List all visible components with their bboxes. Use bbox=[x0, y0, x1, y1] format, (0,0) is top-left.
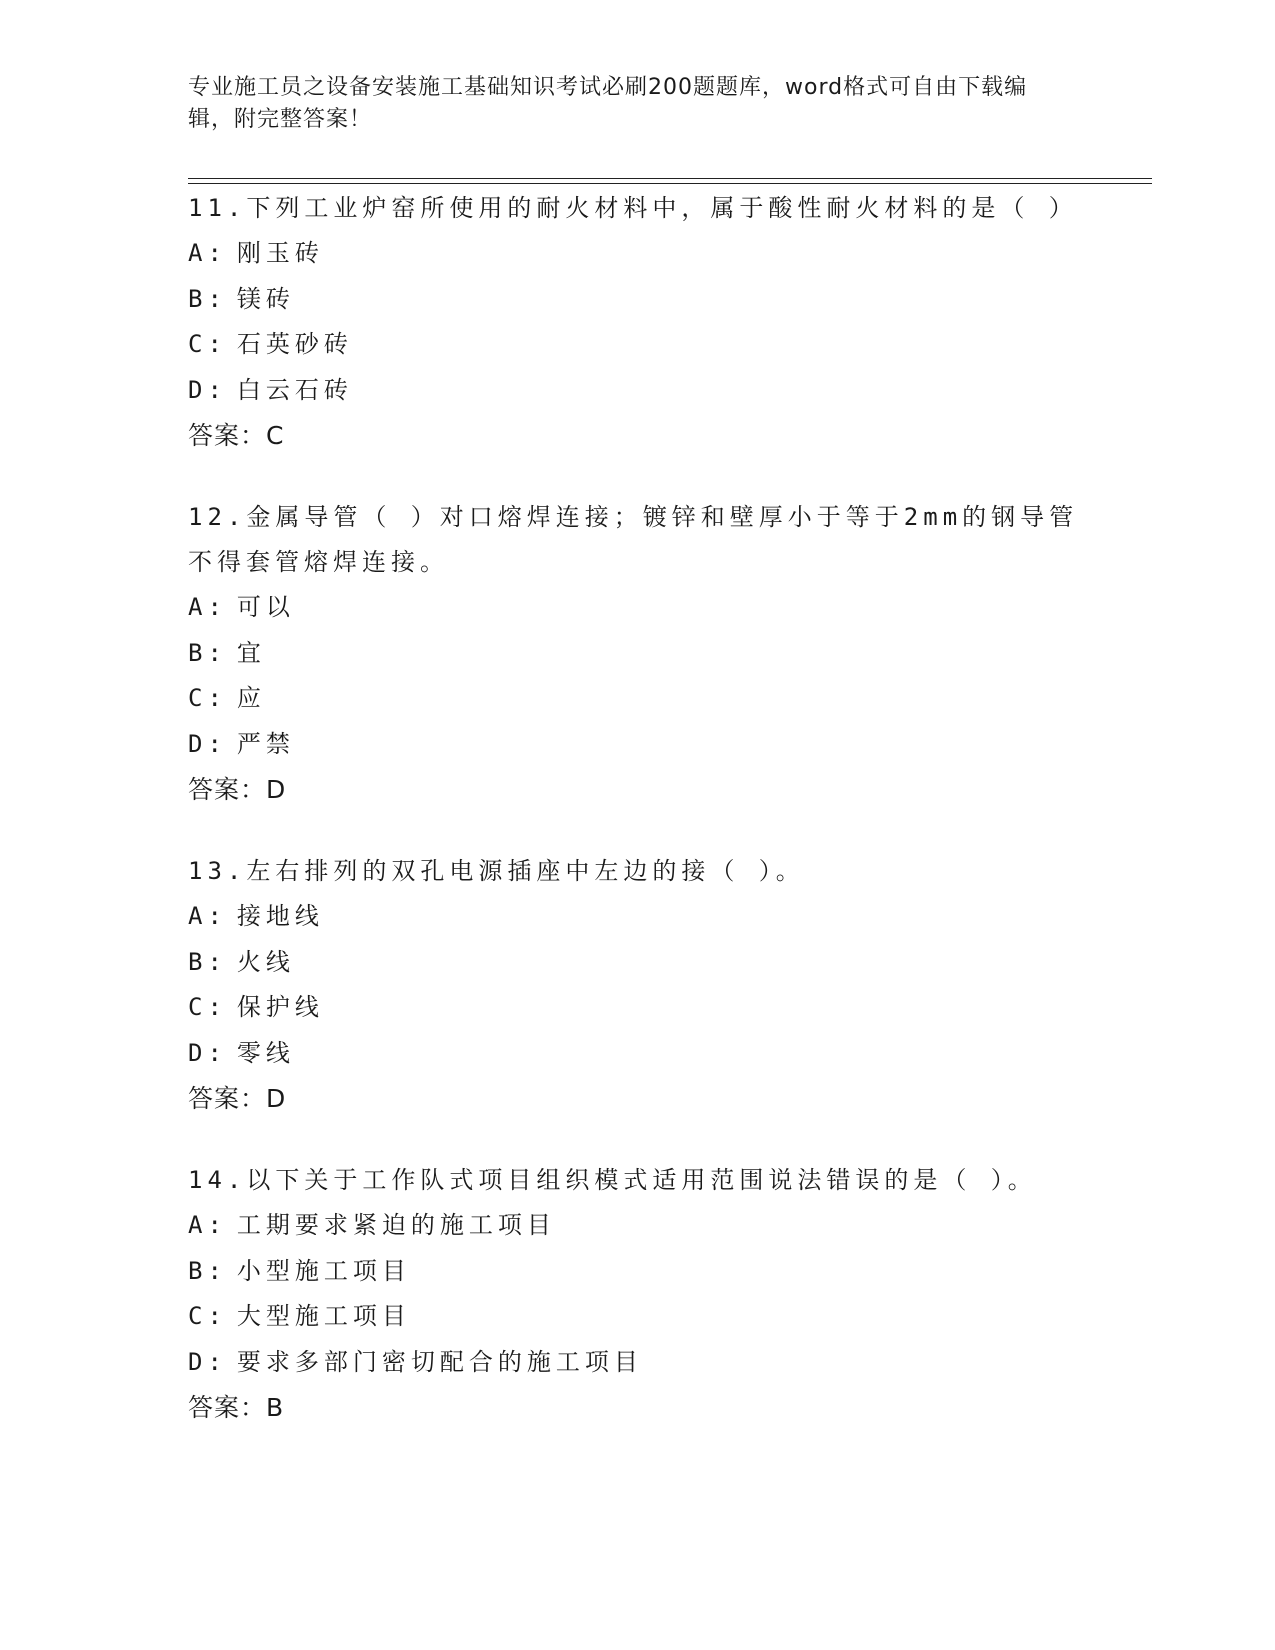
answer-line: 答案：C bbox=[188, 421, 285, 450]
question-stem: 13.左右排列的双孔电源插座中左边的接（ ）。 bbox=[188, 857, 805, 885]
option-text: 白云石砖 bbox=[236, 375, 353, 404]
option-letter: C: bbox=[188, 684, 227, 712]
question-11 bbox=[188, 186, 1088, 459]
option-letter: B: bbox=[188, 1256, 227, 1285]
question-stem: 12.金属导管（ ）对口熔焊连接；镀锌和壁厚小于等于2mm的钢导管不得套管熔焊连接。 bbox=[188, 503, 1079, 576]
option-text: 宜 bbox=[236, 638, 266, 667]
answer-line: 答案：D bbox=[188, 1084, 287, 1113]
header-divider-top bbox=[188, 178, 1152, 179]
option-letter: A: bbox=[188, 1211, 227, 1239]
option-letter: B: bbox=[188, 947, 227, 976]
header-divider-bottom bbox=[188, 183, 1152, 184]
option-text: 镁砖 bbox=[236, 284, 295, 313]
option-text: 接地线 bbox=[236, 902, 324, 930]
option-letter: D: bbox=[188, 375, 227, 404]
option-d bbox=[188, 368, 1088, 414]
option-c bbox=[188, 322, 1088, 368]
option-text: 应 bbox=[236, 684, 266, 712]
option-text: 可以 bbox=[236, 593, 295, 621]
option-a bbox=[188, 231, 1088, 277]
option-b bbox=[188, 940, 1088, 986]
option-letter: D: bbox=[188, 729, 227, 758]
question-stem: 14.以下关于工作队式项目组织模式适用范围说法错误的是（ ）。 bbox=[188, 1166, 1037, 1194]
question-stem: 11.下列工业炉窑所使用的耐火材料中，属于酸性耐火材料的是（ ） bbox=[188, 194, 1078, 222]
question-12 bbox=[188, 495, 1088, 813]
option-text: 火线 bbox=[236, 947, 295, 976]
option-letter: C: bbox=[188, 1302, 227, 1330]
option-text: 保护线 bbox=[236, 993, 324, 1021]
option-b bbox=[188, 631, 1088, 677]
option-letter: C: bbox=[188, 330, 227, 358]
option-a bbox=[188, 894, 1088, 940]
option-letter: C: bbox=[188, 993, 227, 1021]
answer-line: 答案：D bbox=[188, 775, 287, 804]
option-text: 刚玉砖 bbox=[236, 239, 324, 267]
question-13 bbox=[188, 849, 1088, 1122]
document-header: 专业施工员之设备安装施工基础知识考试必刷200题题库，word格式可自由下载编辑，附完整答案！ bbox=[188, 75, 1028, 132]
answer-line: 答案：B bbox=[188, 1393, 285, 1422]
option-text: 严禁 bbox=[236, 729, 295, 758]
option-d bbox=[188, 722, 1088, 768]
option-d bbox=[188, 1031, 1088, 1077]
option-text: 工期要求紧迫的施工项目 bbox=[236, 1211, 556, 1239]
option-letter: A: bbox=[188, 902, 227, 930]
option-letter: A: bbox=[188, 593, 227, 621]
option-letter: B: bbox=[188, 638, 227, 667]
option-text: 石英砂砖 bbox=[236, 330, 353, 358]
option-text: 零线 bbox=[236, 1038, 295, 1067]
question-14 bbox=[188, 1158, 1088, 1431]
option-a bbox=[188, 585, 1088, 631]
option-text: 小型施工项目 bbox=[236, 1256, 411, 1285]
option-d bbox=[188, 1340, 1088, 1386]
option-text: 大型施工项目 bbox=[236, 1302, 411, 1330]
option-text: 要求多部门密切配合的施工项目 bbox=[236, 1347, 643, 1376]
option-c bbox=[188, 985, 1088, 1031]
option-c bbox=[188, 676, 1088, 722]
option-letter: D: bbox=[188, 1038, 227, 1067]
option-b bbox=[188, 277, 1088, 323]
option-b bbox=[188, 1249, 1088, 1295]
option-a bbox=[188, 1203, 1088, 1249]
option-letter: B: bbox=[188, 284, 227, 313]
question-list bbox=[188, 186, 1088, 1467]
option-c bbox=[188, 1294, 1088, 1340]
option-letter: D: bbox=[188, 1347, 227, 1376]
option-letter: A: bbox=[188, 239, 227, 267]
